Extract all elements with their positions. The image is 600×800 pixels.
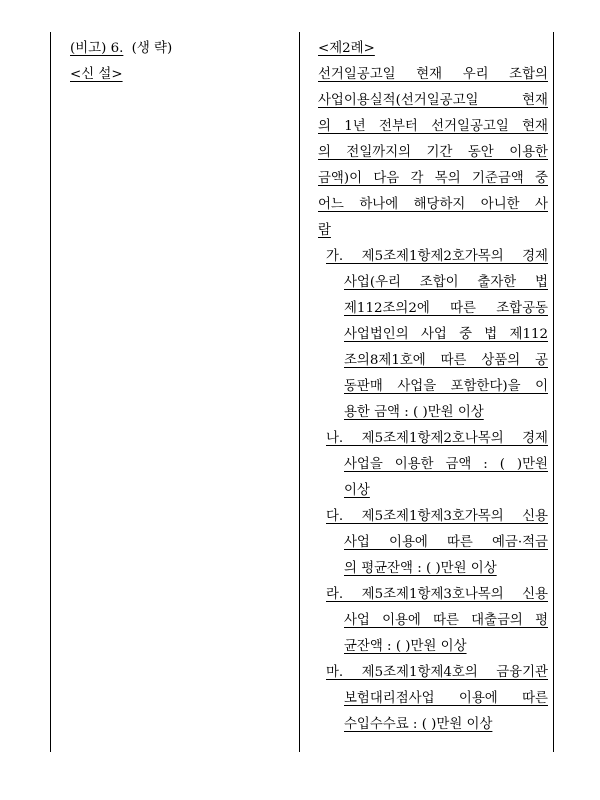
item-line: 사업을 이용한 금액 : ( )만원 xyxy=(344,457,548,472)
item-line: 수입수수료 : ( )만원 이상 xyxy=(344,717,493,732)
intro-line: 의 1년 전부터 선거일공고일 현재 xyxy=(318,119,548,134)
item-line: 용한 금액 : ( )만원 이상 xyxy=(344,405,484,420)
intro-paragraph xyxy=(318,62,548,244)
intro-line: 람 xyxy=(318,223,331,238)
list-item-na xyxy=(318,426,548,504)
center-divider xyxy=(299,32,300,752)
item-line: 동판매 사업을 포함한다)을 이 xyxy=(344,379,548,394)
left-column xyxy=(70,36,290,88)
item-line: 사업법인의 사업 중 법 제112 xyxy=(344,327,548,342)
new-provision-label: <신 설> xyxy=(70,67,123,82)
left-border xyxy=(50,32,51,752)
remark-label: (비고) 6. xyxy=(70,41,124,56)
list-item-da xyxy=(318,504,548,582)
omitted-label: (생 략) xyxy=(131,41,173,56)
item-line: 가. 제5조제1항제2호가목의 경제 xyxy=(326,249,548,264)
example-heading: <제2례> xyxy=(318,41,375,56)
item-line: 나. 제5조제1항제2호나목의 경제 xyxy=(326,431,548,446)
remark-line xyxy=(70,36,290,62)
list-item-ga xyxy=(318,244,548,426)
item-line: 제112조의2에 따른 조합공동 xyxy=(344,301,548,316)
item-line: 조의8제1호에 따른 상품의 공 xyxy=(344,353,548,368)
list-item-ma xyxy=(318,660,548,738)
item-line: 사업 이용에 따른 예금·적금 xyxy=(344,535,548,550)
intro-line: 사업이용실적(선거일공고일 현재 xyxy=(318,93,548,108)
item-line: 균잔액 : ( )만원 이상 xyxy=(344,639,467,654)
item-line: 다. 제5조제1항제3호가목의 신용 xyxy=(326,509,548,524)
item-line: 마. 제5조제1항제4호의 금융기관 xyxy=(326,665,548,680)
intro-line: 금액)이 다음 각 목의 기준금액 중 xyxy=(318,171,548,186)
new-provision-tag xyxy=(70,62,290,88)
item-line: 이상 xyxy=(344,483,370,498)
list-item-ra xyxy=(318,582,548,660)
item-line: 의 평균잔액 : ( )만원 이상 xyxy=(344,561,497,576)
intro-line: 선거일공고일 현재 우리 조합의 xyxy=(318,67,548,82)
item-line: 보험대리점사업 이용에 따른 xyxy=(344,691,548,706)
right-column xyxy=(318,36,548,738)
item-line: 사업(우리 조합이 출자한 법 xyxy=(344,275,548,290)
intro-line: 의 전일까지의 기간 동안 이용한 xyxy=(318,145,548,160)
item-line: 라. 제5조제1항제3호나목의 신용 xyxy=(326,587,548,602)
intro-line: 어느 하나에 해당하지 아니한 사 xyxy=(318,197,548,212)
item-line: 사업 이용에 따른 대출금의 평 xyxy=(344,613,548,628)
right-border xyxy=(553,32,554,752)
